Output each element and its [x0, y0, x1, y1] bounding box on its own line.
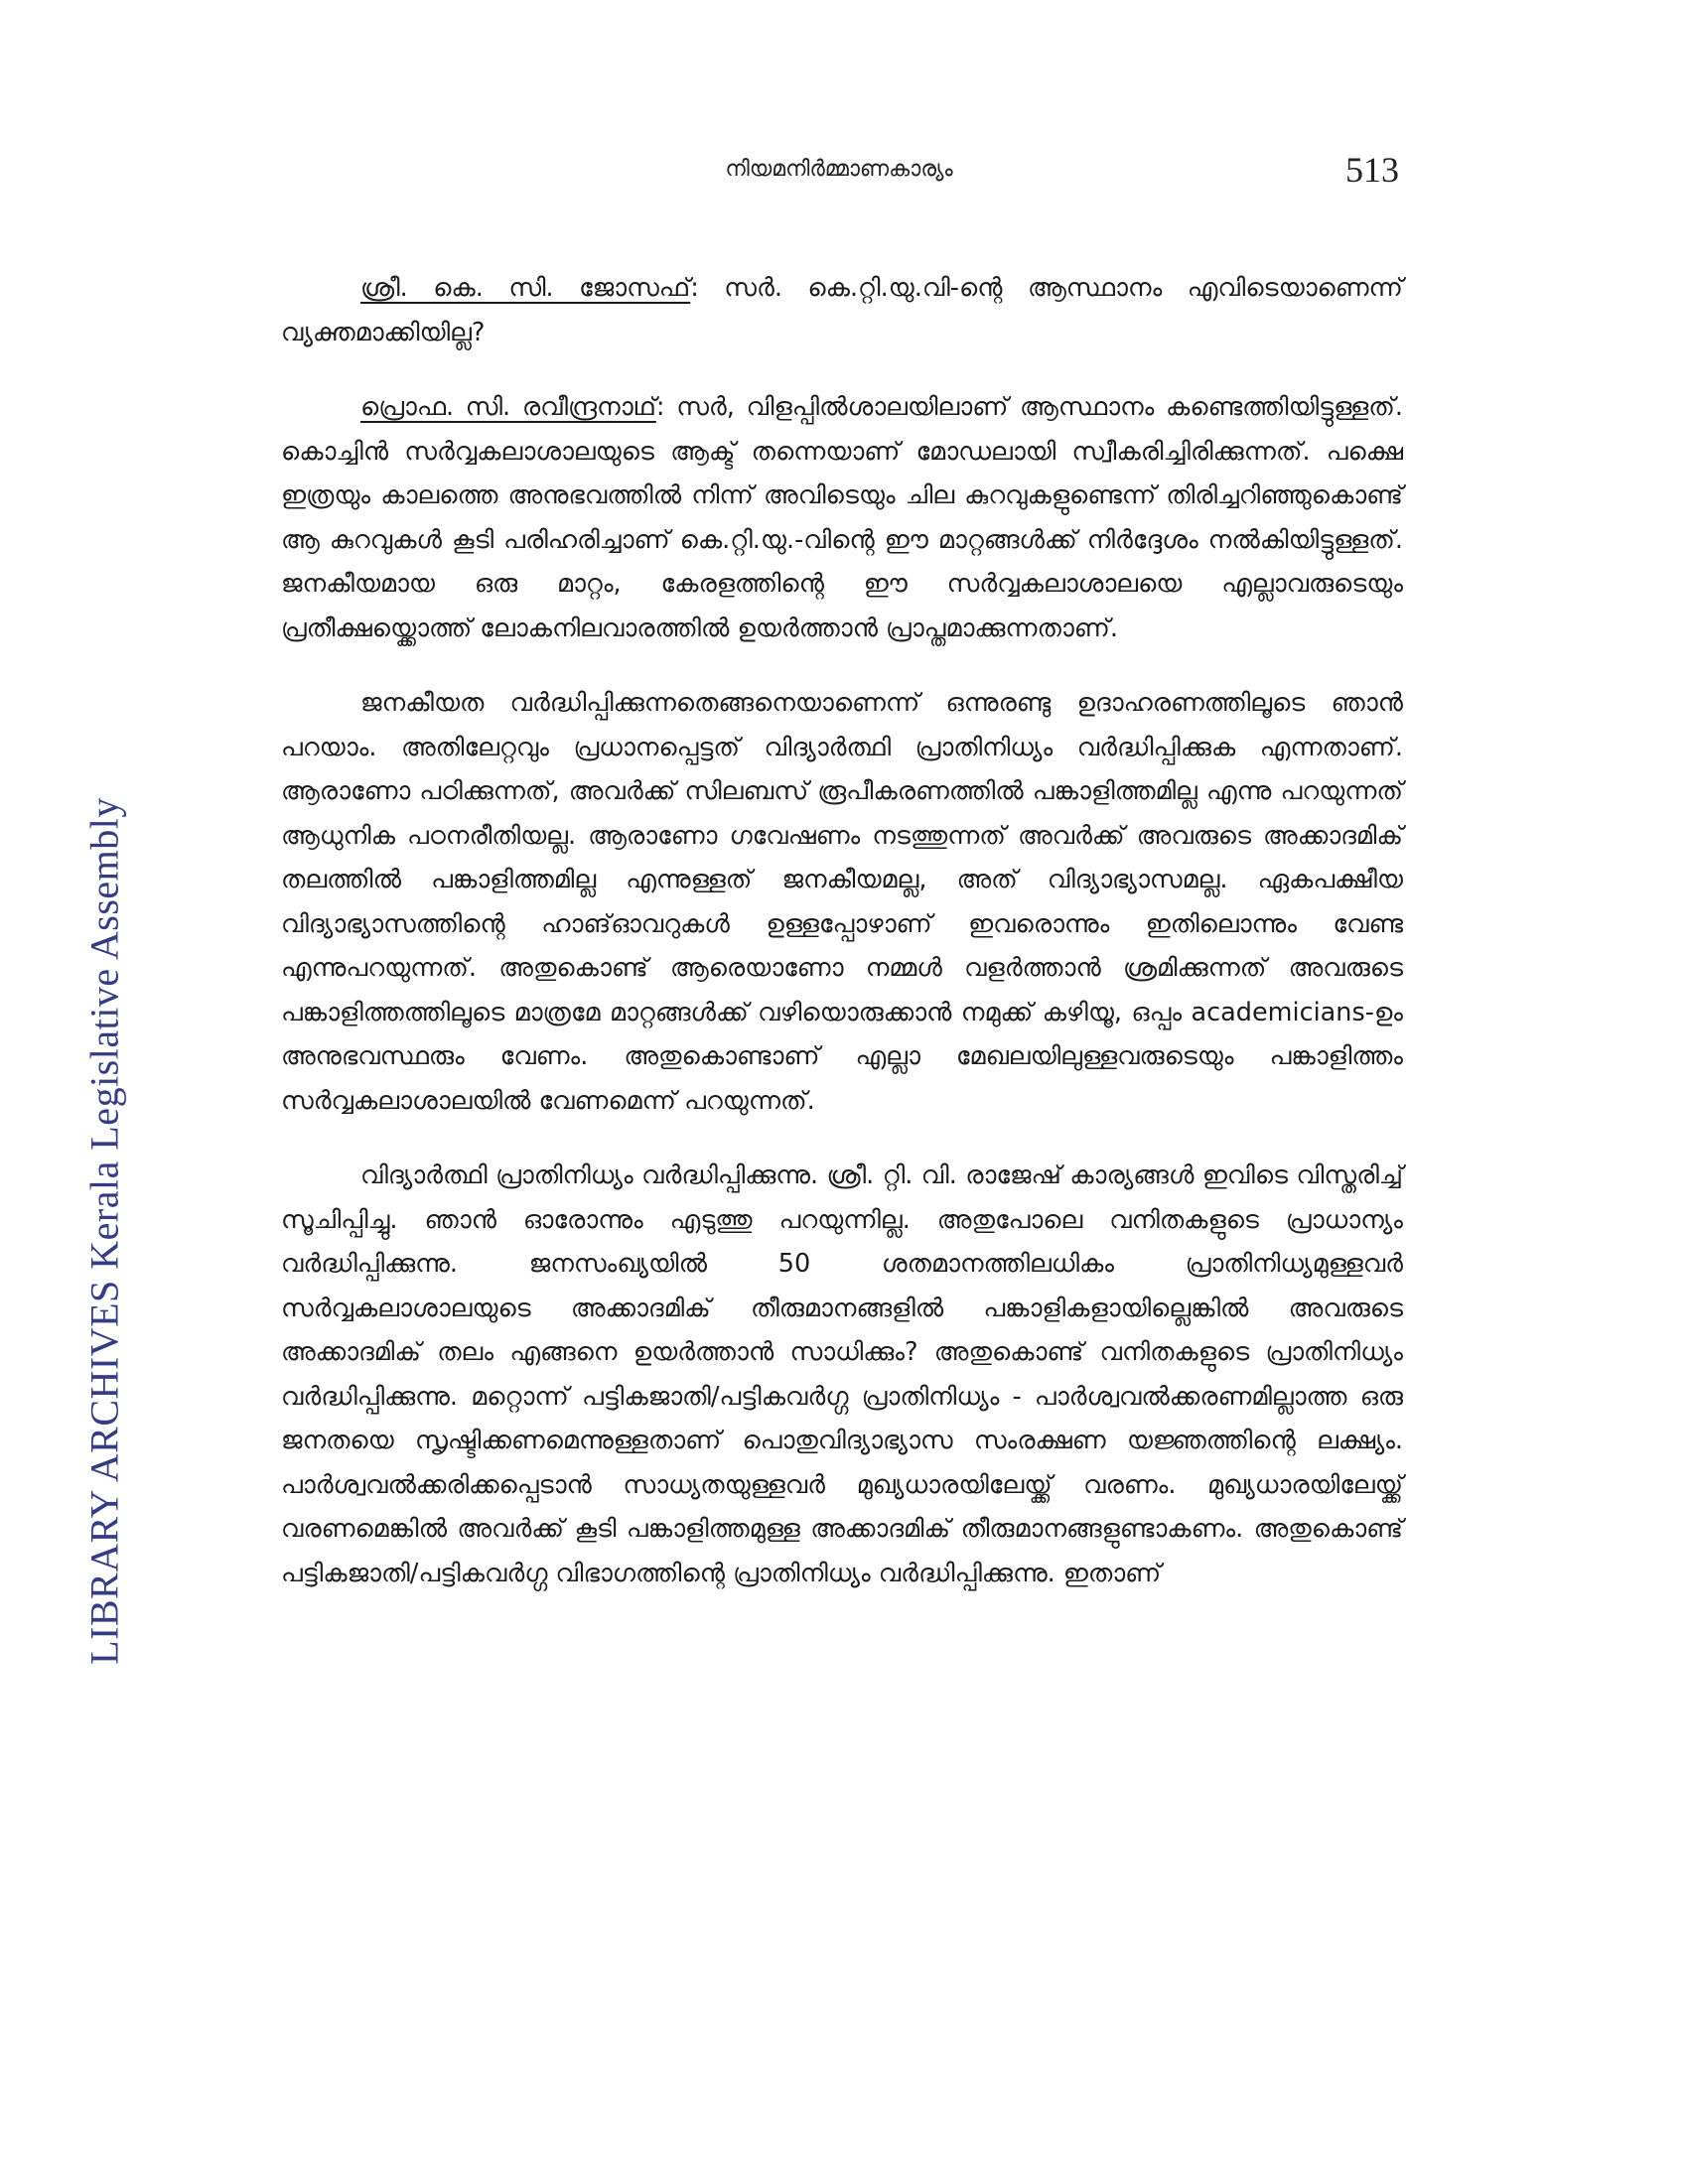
speaker-name: ശ്രീ. കെ. സി. ജോസഫ് [360, 273, 691, 303]
speaker-name: പ്രൊഫ. സി. രവീന്ദ്രനാഥ് [360, 392, 656, 422]
paragraph-text: : സർ, വിളപ്പിൽശാലയിലാണ് ആസ്ഥാനം കണ്ടെത്തിയിട്ടുള്ളത്. കൊച്ചിൻ സർവ്വകലാശാലയുടെ ആക്ട് തന്നെയാണ് മോഡലായി സ്വീകരിച്ചിരിക്കുന്നത്. പക്ഷെ ഇത്രയും കാലത്തെ അനുഭവത്തിൽ നിന്ന് അവിടെയും ചില കുറവുകളുണ്ടെന്ന് തിരിച്ചറിഞ്ഞുകൊണ്ട് ആ കുറവുകൾ കൂടി പരിഹരിച്ചാണ് കെ.റ്റി.യു.-വിന്റെ ഈ മാറ്റങ്ങൾക്ക് നിർദ്ദേശം നൽകിയിട്ടുള്ളത്. ജനകീയമായ ഒരു മാറ്റം, കേരളത്തിന്റെ ഈ സർവ്വകലാശാലയെ എല്ലാവരുടെയും പ്രതീക്ഷയ്ക്കൊത്ത് ലോകനിലവാരത്തിൽ ഉയർത്താൻ പ്രാപ്തമാക്കുന്നതാണ്. [281, 392, 1403, 643]
paragraph-text: : സർ. കെ.റ്റി.യു.വി-ന്റെ ആസ്ഥാനം എവിടെയാണെന്ന് വ്യക്തമാക്കിയില്ല? [281, 273, 1404, 347]
running-header: നിയമനിർമ്മാണകാര്യം [725, 157, 953, 182]
paragraph-speech-raveendranath [281, 385, 1403, 650]
paragraph-text: ജനകീയത വർദ്ധിപ്പിക്കുന്നതെങ്ങനെയാണെന്ന് ഒന്നുരണ്ടു ഉദാഹരണത്തിലൂടെ ഞാൻ പറയാം. അതിലേറ്റവും പ്രധാനപ്പെട്ടത് വിദ്യാർത്ഥി പ്രാതിനിധ്യം വർദ്ധിപ്പിക്കുക എന്നതാണ്. ആരാണോ പഠിക്കുന്നത്, അവർക്ക് സിലബസ് രൂപീകരണത്തിൽ പങ്കാളിത്തമില്ല എന്നു പറയുന്നത് ആധുനിക പഠനരീതിയല്ല. ആരാണോ ഗവേഷണം നടത്തുന്നത് അവർക്ക് അവരുടെ അക്കാദമിക് തലത്തിൽ പങ്കാളിത്തമില്ല എന്നുള്ളത് ജനകീയമല്ല, അത് വിദ്യാഭ്യാസമല്ല. ഏകപക്ഷീയ വിദ്യാഭ്യാസത്തിന്റെ ഹാങ്ഓവറുകൾ ഉള്ളപ്പോഴാണ് ഇവരൊന്നും ഇതിലൊന്നും വേണ്ട എന്നുപറയുന്നത്. അതുകൊണ്ട് ആരെയാണോ നമ്മൾ വളർത്താൻ ശ്രമിക്കുന്നത് അവരുടെ പങ്കാളിത്തത്തിലൂടെ മാത്രമേ മാറ്റങ്ങൾക്ക് വഴിയൊരുക്കാൻ നമുക്ക് കഴിയൂ, ഒപ്പം academicians-ഉം അനുഭവസ്ഥരും വേണം. അതുകൊണ്ടാണ് എല്ലാ മേഖലയിലുള്ളവരുടെയും പങ്കാളിത്തം സർവ്വകലാശാലയിൽ വേണമെന്ന് പറയുന്നത്. [281, 688, 1404, 1116]
paragraph-text: വിദ്യാർത്ഥി പ്രാതിനിധ്യം വർദ്ധിപ്പിക്കുന്നു. ശ്രീ. റ്റി. വി. രാജേഷ് കാര്യങ്ങൾ ഇവിടെ വിസ്തരിച്ച് സൂചിപ്പിച്ചു. ഞാൻ ഓരോന്നും എടുത്തു പറയുന്നില്ല. അതുപോലെ വനിതകളുടെ പ്രാധാന്യം വർദ്ധിപ്പിക്കുന്നു. ജനസംഖ്യയിൽ 50 ശതമാനത്തിലധികം പ്രാതിനിധ്യമുള്ളവർ സർവ്വകലാശാലയുടെ അക്കാദമിക് തീരുമാനങ്ങളിൽ പങ്കാളികളായില്ലെങ്കിൽ അവരുടെ അക്കാദമിക് തലം എങ്ങനെ ഉയർത്താൻ സാധിക്കും? അതുകൊണ്ട് വനിതകളുടെ പ്രാതിനിധ്യം വർദ്ധിപ്പിക്കുന്നു. മറ്റൊന്ന് പട്ടികജാതി/പട്ടികവർഗ്ഗ പ്രാതിനിധ്യം - പാർശ്വവൽക്കരണമില്ലാത്ത ഒരു ജനതയെ സൃഷ്ടിക്കണമെന്നുള്ളതാണ് പൊതുവിദ്യാഭ്യാസ സംരക്ഷണ യജ്ഞത്തിന്റെ ലക്ഷ്യം. പാർശ്വവൽക്കരിക്കപ്പെടാൻ സാധ്യതയുള്ളവർ മുഖ്യധാരയിലേയ്ക്ക് വരണം. മുഖ്യധാരയിലേയ്ക്ക് വരണമെങ്കിൽ അവർക്ക് കൂടി പങ്കാളിത്തമുള്ള അക്കാദമിക് തീരുമാനങ്ങളുണ്ടാകണം. അതുകൊണ്ട് പട്ടികജാതി/പട്ടികവർഗ്ഗ വിഭാഗത്തിന്റെ പ്രാതിനിധ്യം വർദ്ധിപ്പിക്കുന്നു. ഇതാണ് [281, 1160, 1403, 1588]
body-text [281, 266, 1403, 1626]
paragraph-body [281, 681, 1403, 1123]
archive-watermark: LIBRARY ARCHIVES Kerala Legislative Assembly [81, 797, 127, 1665]
paragraph-speech-joseph [281, 266, 1403, 354]
paragraph-body [281, 1154, 1403, 1595]
page-number: 513 [1345, 150, 1399, 190]
